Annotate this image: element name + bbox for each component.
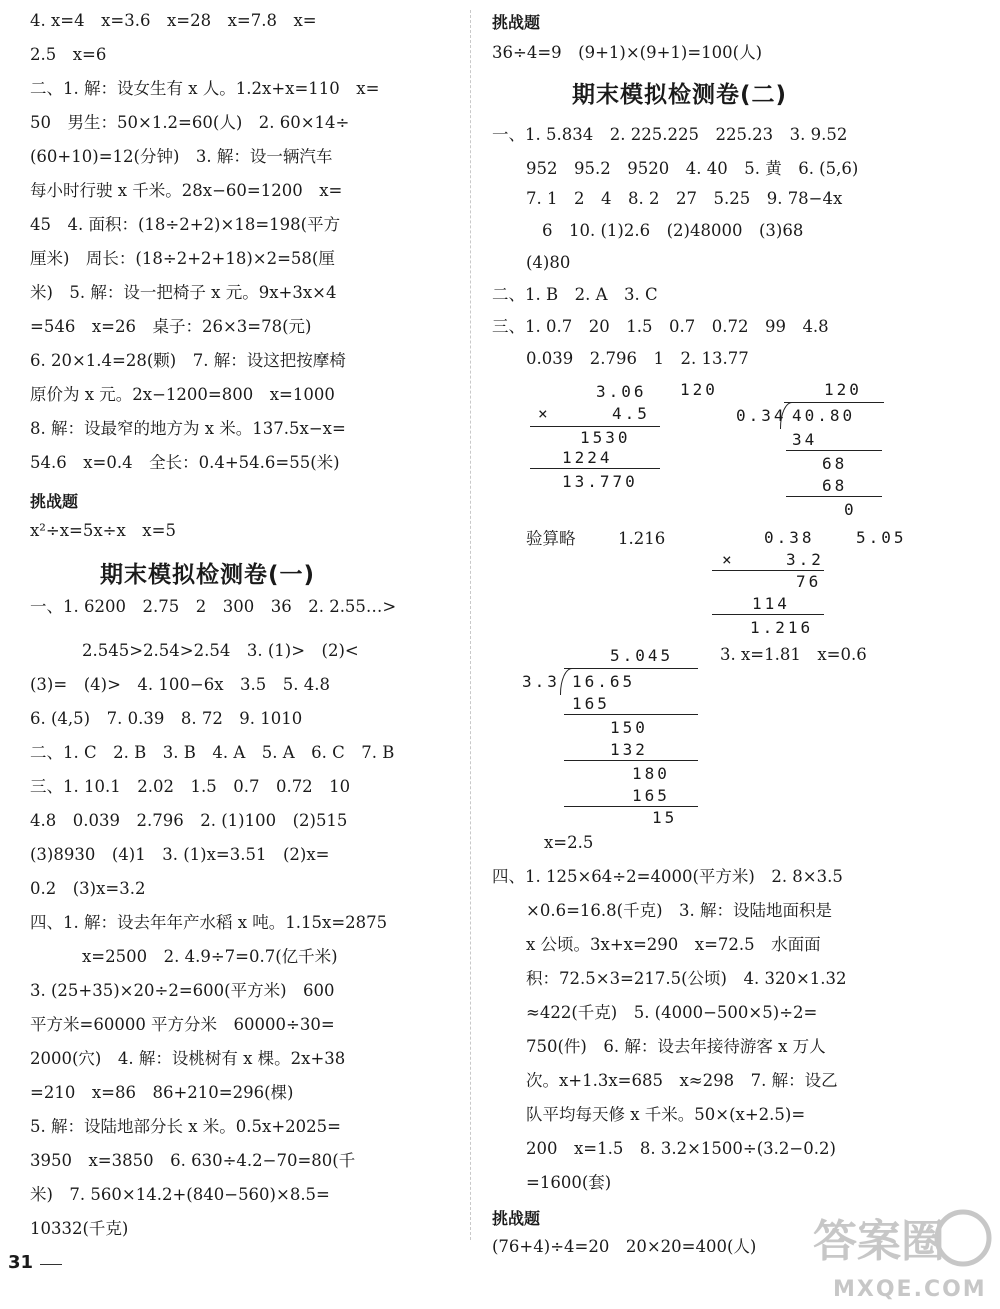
text-line: 36÷4=9 (9+1)×(9+1)=100(人) <box>492 43 763 62</box>
text-line: 一、1. 6200 2.75 2 300 36 2. 2.55…> <box>30 597 397 616</box>
text-line: ×0.6=16.8(千克) 3. 解：设陆地面积是 <box>526 901 832 920</box>
calc-digits: 114 <box>752 594 790 613</box>
text-line: 四、1. 125×64÷2=4000(平方米) 2. 8×3.5 <box>492 867 843 886</box>
calc-digits: 16.65 <box>572 672 636 691</box>
text-line: x 公顷。3x+x=290 x=72.5 水面面 <box>526 935 821 954</box>
text-line: 二、1. C 2. B 3. B 4. A 5. A 6. C 7. B <box>30 743 395 762</box>
calc-rule <box>530 468 660 469</box>
text-line: 6 10. (1)2.6 (2)48000 (3)68 <box>542 221 804 240</box>
text-line: =210 x=86 86+210=296(棵) <box>30 1083 294 1102</box>
text-line: 3. (25+35)×20÷2=600(平方米) 600 <box>30 981 335 1000</box>
calc-digits: 1.216 <box>750 618 814 637</box>
text-line: 一、1. 5.834 2. 225.225 225.23 3. 9.52 <box>492 125 848 144</box>
text-line: (3)= (4)> 4. 100−6x 3.5 5. 4.8 <box>30 675 330 694</box>
exam-1-title: 期末模拟检测卷(一) <box>100 562 316 588</box>
calc-digits: 0.38 <box>764 528 815 547</box>
text-line: 5. 解：设陆地部分长 x 米。0.5x+2025= <box>30 1117 341 1136</box>
text-line: =1600(套) <box>526 1173 612 1192</box>
text-line: 10332(千克) <box>30 1219 129 1238</box>
text-line: 50 男生：50×1.2=60(人) 2. 60×14÷ <box>30 113 350 132</box>
text-line: 米) 7. 560×14.2+(840−560)×8.5= <box>30 1185 330 1204</box>
text-line: 2000(穴) 4. 解：设桃树有 x 棵。2x+38 <box>30 1049 346 1068</box>
text-line: 4.8 0.039 2.796 2. (1)100 (2)515 <box>30 811 348 830</box>
text-line: (76+4)÷4=20 20×20=400(人) <box>492 1237 757 1256</box>
text-line: 6. (4,5) 7. 0.39 8. 72 9. 1010 <box>30 709 303 728</box>
calc-digits: 68 <box>822 476 848 495</box>
text-line: 0.039 2.796 1 2. 13.77 <box>526 349 749 368</box>
page-number: 31 <box>8 1252 34 1273</box>
text-line: =546 x=26 桌子：26×3=78(元) <box>30 317 312 336</box>
exam-2-title: 期末模拟检测卷(二) <box>572 82 788 108</box>
calc-rule <box>564 714 698 715</box>
text-line: 每小时行驶 x 千米。28x−60=1200 x= <box>30 181 343 200</box>
calc-digits: 3.3 <box>522 672 560 691</box>
text-line: x²÷x=5x÷x x=5 <box>30 521 176 540</box>
text-line: 四、1. 解：设去年年产水稻 x 吨。1.15x=2875 <box>30 913 388 932</box>
calc-digits: 165 <box>572 694 610 713</box>
text-line: 3950 x=3850 6. 630÷4.2−70=80(千 <box>30 1151 356 1170</box>
text-line: x=2500 2. 4.9÷7=0.7(亿千米) <box>82 947 338 966</box>
check-label: 验算略 <box>526 529 576 548</box>
text-line: (4)80 <box>526 253 571 272</box>
calc-rule <box>564 760 698 761</box>
calc-rule <box>564 806 698 807</box>
calc-digits: 1224 <box>562 448 613 467</box>
calc-digits: 3.06 <box>596 382 647 401</box>
text-line: 三、1. 0.7 20 1.5 0.7 0.72 99 4.8 <box>492 317 829 336</box>
text-line: 三、1. 10.1 2.02 1.5 0.7 0.72 10 <box>30 777 351 796</box>
calc-digits: 132 <box>610 740 648 759</box>
text-line: x=2.5 <box>544 833 594 852</box>
text-line: 200 x=1.5 8. 3.2×1500÷(3.2−0.2) <box>526 1139 836 1158</box>
calc-digits: 0.34 <box>736 406 787 425</box>
calc-digits: 15 <box>652 808 678 827</box>
calc-digits: 34 <box>792 430 818 449</box>
calc-digits: 5.045 <box>610 646 674 665</box>
calc-rule <box>712 570 824 571</box>
text-line: 8. 解：设最窄的地方为 x 米。137.5x−x= <box>30 419 346 438</box>
calc-digits: 150 <box>610 718 648 737</box>
text-line: 厘米) 周长：(18÷2+2+18)×2=58(厘 <box>30 249 335 268</box>
calc-digits: 68 <box>822 454 848 473</box>
page-number-rule <box>40 1264 62 1265</box>
column-divider <box>470 10 471 1240</box>
watermark-logo <box>805 1200 995 1305</box>
text-line: 2.5 x=6 <box>30 45 107 64</box>
calc-digits: 180 <box>632 764 670 783</box>
calc-rule <box>784 402 884 403</box>
text-line: 次。x+1.3x=685 x≈298 7. 解：设乙 <box>526 1071 838 1090</box>
calc-digits: 5.05 <box>856 528 907 547</box>
text-line: 4. x=4 x=3.6 x=28 x=7.8 x= <box>30 11 317 30</box>
times-sign: × <box>538 404 551 423</box>
challenge-heading: 挑战题 <box>30 492 79 511</box>
text-line: 952 95.2 9520 4. 40 5. 黄 6. (5,6) <box>526 159 859 178</box>
calc-rule <box>712 614 824 615</box>
calc-digits: 40.80 <box>792 406 856 425</box>
text-line: 积：72.5×3=217.5(公顷) 4. 320×1.32 <box>526 969 847 988</box>
calc-digits: 120 <box>680 380 718 399</box>
calc-digits: 13.770 <box>562 472 638 491</box>
calc-digits: 120 <box>824 380 862 399</box>
challenge-heading: 挑战题 <box>492 13 541 32</box>
text-line: 750(件) 6. 解：设去年接待游客 x 万人 <box>526 1037 826 1056</box>
challenge-heading: 挑战题 <box>492 1209 541 1228</box>
calc-rule <box>786 450 882 451</box>
calc-digits: 76 <box>796 572 822 591</box>
text-line: 0.2 (3)x=3.2 <box>30 879 146 898</box>
text-line: 45 4. 面积：(18÷2+2)×18=198(平方 <box>30 215 341 234</box>
text-line: 原价为 x 元。2x−1200=800 x=1000 <box>30 385 335 404</box>
watermark-text: 答案圈 <box>813 1216 945 1267</box>
text-line: (3)8930 (4)1 3. (1)x=3.51 (2)x= <box>30 845 330 864</box>
calc-rule <box>564 668 698 669</box>
text-line: 54.6 x=0.4 全长：0.4+54.6=55(米) <box>30 453 340 472</box>
text-line: 2.545>2.54>2.54 3. (1)> (2)< <box>82 641 359 660</box>
calc-digits: 0 <box>844 500 857 519</box>
calc-digits: 1530 <box>580 428 631 447</box>
check-value: 1.216 <box>618 529 666 548</box>
text-line: 二、1. 解：设女生有 x 人。1.2x+x=110 x= <box>30 79 380 98</box>
text-line: 3. x=1.81 x=0.6 <box>720 645 867 664</box>
text-line: 米) 5. 解：设一把椅子 x 元。9x+3x×4 <box>30 283 337 302</box>
times-sign: × <box>722 550 735 569</box>
text-line: 平方米=60000 平方分米 60000÷30= <box>30 1015 335 1034</box>
text-line: (60+10)=12(分钟) 3. 解：设一辆汽车 <box>30 147 333 166</box>
calc-rule <box>530 426 660 427</box>
calc-rule <box>786 496 882 497</box>
watermark-url: MXQE.COM <box>833 1277 987 1302</box>
calc-digits: 4.5 <box>612 404 650 423</box>
calc-digits: 165 <box>632 786 670 805</box>
text-line: 队平均每天修 x 千米。50×(x+2.5)= <box>526 1105 806 1124</box>
calc-digits: 3.2 <box>786 550 824 569</box>
text-line: ≈422(千克) 5. (4000−500×5)÷2= <box>526 1003 818 1022</box>
text-line: 7. 1 2 4 8. 2 27 5.25 9. 78−4x <box>526 189 843 208</box>
text-line: 二、1. B 2. A 3. C <box>492 285 658 304</box>
text-line: 6. 20×1.4=28(颗) 7. 解：设这把按摩椅 <box>30 351 346 370</box>
